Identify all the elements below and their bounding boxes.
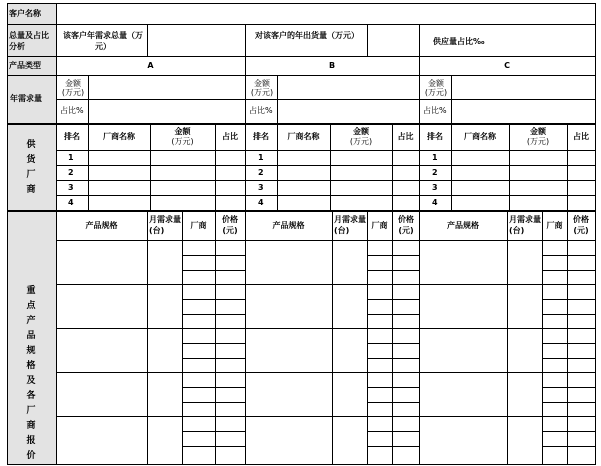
- amount-unit: (万元): [349, 137, 373, 146]
- border: [7, 3, 8, 465]
- rank-2: 2: [68, 168, 74, 177]
- share-pct-label: 占比%: [60, 106, 84, 115]
- price-header: 价格(元): [222, 215, 238, 235]
- border: [56, 150, 596, 151]
- vendor-header: 厂商: [371, 221, 388, 230]
- rank-header: 排名: [64, 132, 80, 141]
- customer-annual-demand-label: 该客户年需求总量（万元）: [63, 31, 143, 51]
- amount-unit: (万元): [526, 137, 550, 146]
- vendor-name-header: 厂商名称: [287, 132, 320, 141]
- border: [56, 180, 596, 181]
- rank-header: 排名: [427, 132, 443, 141]
- monthly-demand-header: 月需求量(台): [334, 215, 366, 235]
- border: [419, 24, 420, 465]
- price-header: 价格(元): [398, 215, 414, 235]
- border: [367, 24, 368, 56]
- border: [595, 3, 596, 465]
- border: [56, 165, 596, 166]
- border: [88, 75, 89, 123]
- border: [7, 24, 596, 25]
- price-header: 价格(元): [573, 215, 589, 235]
- supply-share-label: 供应量占比‰: [433, 37, 485, 46]
- annual-demand-label: 年需求量: [10, 94, 42, 103]
- product-type-label: 产品类型: [9, 61, 41, 70]
- border: [56, 3, 57, 465]
- rank-3: 3: [68, 183, 74, 192]
- rank-1: 1: [432, 153, 438, 162]
- product-spec-header: 产品规格: [447, 221, 479, 230]
- total-share-analysis-label: 总量及占比分析: [9, 31, 49, 51]
- rank-2: 2: [432, 168, 438, 177]
- amount-label: 金额(万元): [424, 79, 448, 97]
- vendor-name-header: 厂商名称: [464, 132, 496, 141]
- monthly-demand-header: 月需求量(台): [509, 215, 541, 235]
- amount-header: 金额: [174, 127, 191, 136]
- amount-label: 金额(万元): [61, 79, 85, 97]
- product-type-a: A: [147, 61, 154, 70]
- product-spec-header: 产品规格: [272, 221, 305, 230]
- rank-header: 排名: [253, 132, 269, 141]
- rank-4: 4: [68, 198, 74, 207]
- border: [56, 372, 596, 373]
- border: [56, 195, 596, 196]
- monthly-demand-header: 月需求量(台): [149, 215, 181, 235]
- vendor-header: 厂商: [546, 221, 563, 230]
- amount-header: 金额: [530, 127, 546, 136]
- border: [451, 75, 452, 123]
- border: [56, 416, 596, 417]
- rank-1: 1: [258, 153, 264, 162]
- share-header: 占比: [222, 132, 238, 141]
- rank-2: 2: [258, 168, 264, 177]
- share-header: 占比: [573, 132, 589, 141]
- rank-4: 4: [258, 198, 264, 207]
- border: [7, 3, 596, 4]
- product-type-b: B: [328, 61, 336, 70]
- border: [7, 124, 596, 125]
- rank-4: 4: [432, 198, 438, 207]
- amount-unit: (万元): [171, 137, 194, 146]
- annual-shipment-label: 对该客户的年出货量（万元）: [255, 31, 359, 40]
- share-pct-label: 占比%: [423, 106, 447, 115]
- rank-1: 1: [68, 153, 74, 162]
- amount-header: 金额: [353, 127, 369, 136]
- vendor-header: 厂商: [190, 221, 207, 230]
- suppliers-label: 供货厂商: [26, 140, 36, 195]
- border: [56, 328, 596, 329]
- border: [7, 56, 596, 57]
- rank-3: 3: [432, 183, 438, 192]
- key-product-quotes-label: 重点产品规格及各厂商报价: [26, 286, 36, 461]
- customer-name-label: 客户名称: [9, 9, 41, 18]
- rank-3: 3: [258, 183, 264, 192]
- product-spec-header: 产品规格: [85, 221, 118, 230]
- amount-label: 金额(万元): [250, 79, 274, 97]
- border: [56, 240, 596, 241]
- border: [7, 75, 596, 76]
- border: [56, 99, 596, 100]
- border: [245, 24, 246, 465]
- vendor-name-header: 厂商名称: [103, 132, 135, 141]
- border: [277, 75, 278, 123]
- product-type-c: C: [504, 61, 510, 70]
- border: [56, 284, 596, 285]
- share-header: 占比: [397, 132, 414, 141]
- border: [147, 24, 148, 56]
- share-pct-label: 占比%: [249, 106, 273, 115]
